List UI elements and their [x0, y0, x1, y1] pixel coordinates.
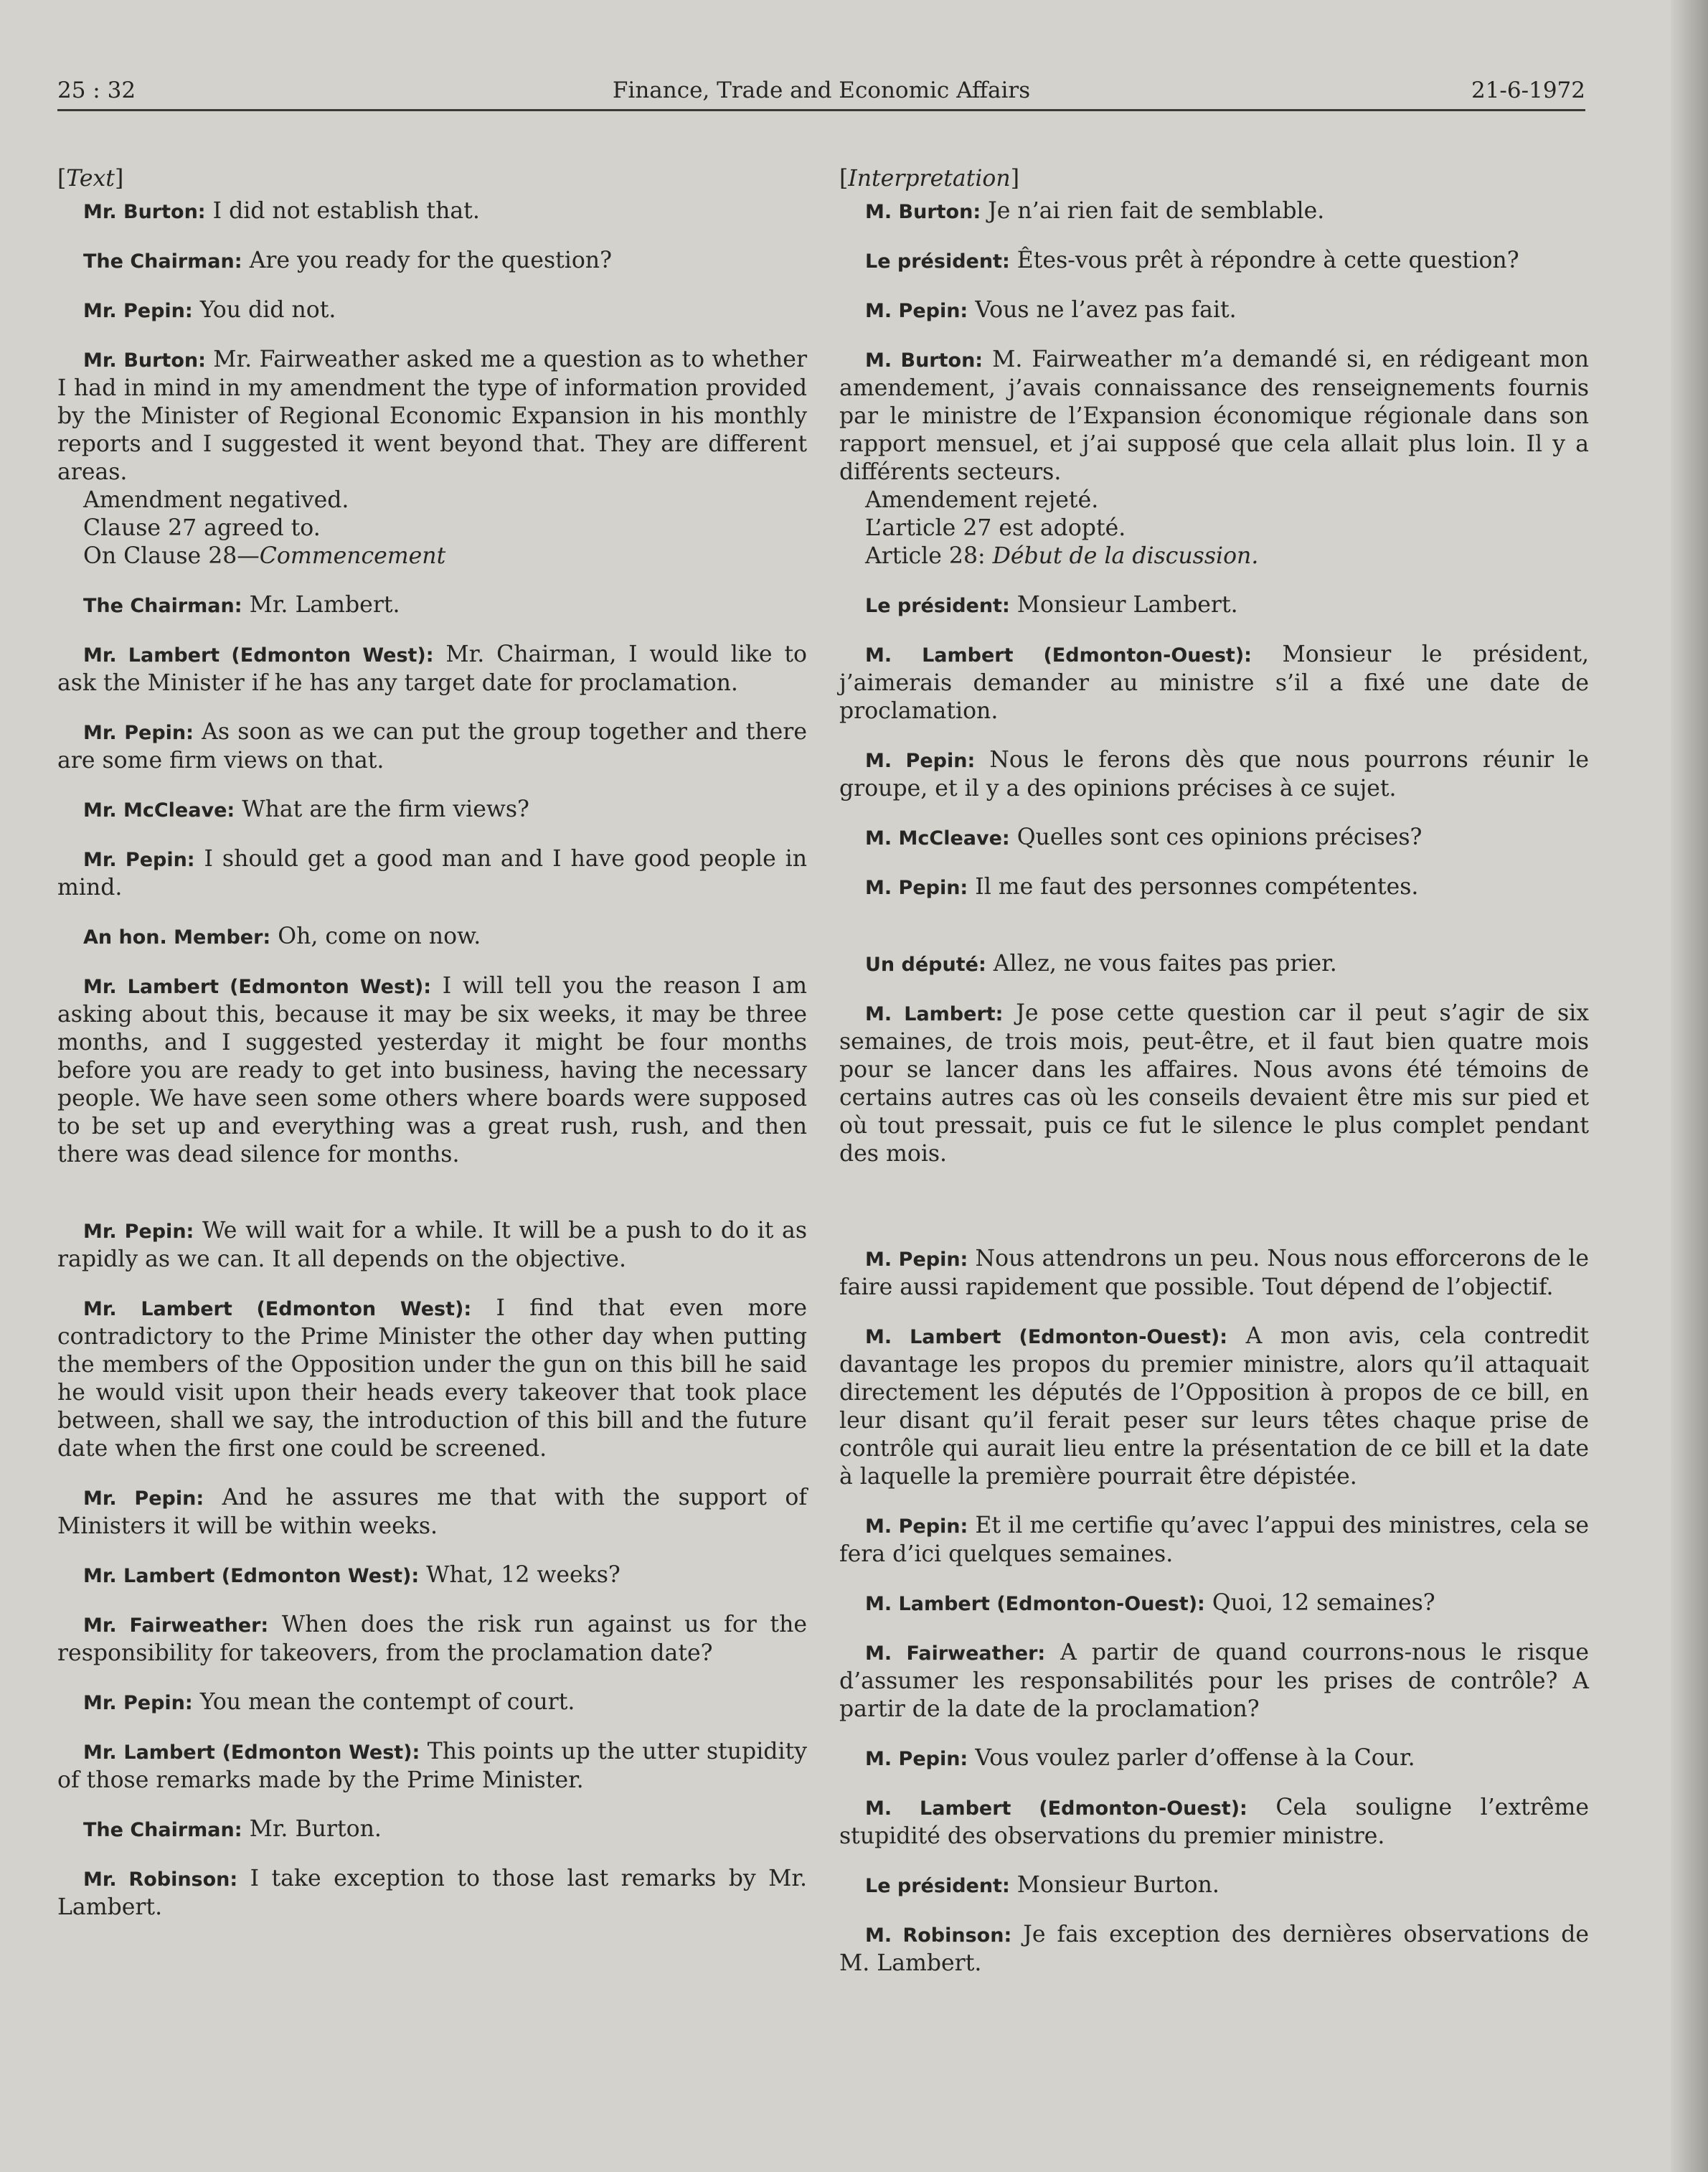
clause-number: Article 28:: [865, 543, 993, 569]
speech-paragraph: [839, 1871, 1589, 1900]
speech-paragraph: [57, 845, 807, 902]
speech-text: Nous le ferons dès que nous pourrons réunir le groupe, et il y a des opinions précises à ce sujet.: [839, 747, 1589, 801]
speech-paragraph: [839, 247, 1589, 276]
speaker-name: Mr. Pepin:: [83, 300, 193, 322]
speech-text: Are you ready for the question?: [249, 248, 612, 273]
speech-text: Mr. Lambert.: [249, 592, 400, 618]
speech-text: Quelles sont ces opinions précises?: [1016, 824, 1422, 850]
speech-paragraph: [57, 923, 807, 951]
speech-text: As soon as we can put the group together and there are some firm views on that.: [57, 719, 807, 774]
speech-text: You mean the contempt of court.: [199, 1689, 575, 1715]
speaker-name: Mr. Burton:: [83, 349, 206, 372]
speech-paragraph: [839, 950, 1589, 979]
speech-paragraph: [839, 873, 1589, 902]
speech-paragraph: [839, 591, 1589, 620]
procedural-note: L’article 27 est adopté.: [865, 515, 1126, 541]
speech-paragraph: [57, 1865, 807, 1922]
speech-paragraph: [839, 641, 1589, 725]
speaker-name: M. Pepin:: [865, 1249, 968, 1271]
clause-title: Commencement: [259, 543, 446, 569]
speech-text: A partir de quand courrons-nous le risque d’assumer les responsabilités pour les prises de contrôle? A partir de la date de la proclamation?: [839, 1640, 1589, 1722]
speech-text: Monsieur Burton.: [1016, 1872, 1219, 1898]
speech-text: I find that even more contradictory to the Prime Minister the other day when putting the members of the Opposition under the gun on this bill he said he would visit upon their heads every takeover that took place between, shall we say, the introduction of this bill and the future date when the first one could be screened.: [57, 1295, 807, 1462]
speech-text: A mon avis, cela contredit davantage les propos du premier ministre, alors qu’il attaquait directement les députés de l’Opposition à propos de ce bill, en leur disant qu’il ferait peser sur leurs têtes chaque prise de contrôle qui aurait lieu entre la présentation de ce bill et la date à laquelle la première pourrait être dépistée.: [839, 1323, 1589, 1490]
speech-paragraph: [57, 641, 807, 697]
speaker-name: M. Burton:: [865, 201, 981, 223]
speaker-name: M. Pepin:: [865, 750, 976, 772]
speech-text: Je n’ai rien fait de semblable.: [988, 198, 1325, 224]
speech-paragraph: [839, 197, 1589, 226]
speaker-name: Mr. Pepin:: [83, 849, 195, 871]
speech-text: Et il me certifie qu’avec l’appui des ministres, cela se fera d’ici quelques semaines.: [839, 1513, 1590, 1567]
speech-paragraph: [57, 1294, 807, 1463]
clause-heading: [57, 542, 807, 570]
speech-text: When does the risk run against us for the responsibility for takeovers, from the proclamation date?: [57, 1612, 807, 1666]
speaker-name: M. Pepin:: [865, 300, 968, 322]
speech-paragraph: [57, 1611, 807, 1668]
speech-paragraph: [57, 247, 807, 276]
speech-text: I will tell you the reason I am asking about this, because it may be six weeks, it may be three months, and I suggested yesterday it might be four months before you are ready to get into business, having the necessary people. We have seen some others where boards were supposed to be set up and everything was a great rush, rush, and then there was dead silence for months.: [57, 973, 808, 1167]
speech-text: Monsieur Lambert.: [1016, 592, 1238, 618]
speech-text: This points up the utter stupidity of those remarks made by the Prime Minister.: [57, 1739, 807, 1793]
paragraph-gap: [839, 902, 1589, 929]
speaker-name: Le président:: [865, 1875, 1010, 1897]
speaker-name: Mr. Lambert (Edmonton West):: [83, 1741, 420, 1764]
speaker-name: An hon. Member:: [83, 926, 271, 949]
speaker-name: M. Pepin:: [865, 1515, 968, 1538]
speech-paragraph: [57, 796, 807, 824]
speech-paragraph: [57, 1561, 807, 1590]
speaker-name: M. Robinson:: [865, 1924, 1012, 1947]
french-column: [839, 165, 1589, 1978]
speaker-name: The Chairman:: [83, 595, 242, 617]
paragraph-gap: [57, 1169, 807, 1196]
running-title: Finance, Trade and Economic Affairs: [612, 77, 1031, 103]
speech-text: Vous ne l’avez pas fait.: [975, 297, 1237, 323]
clause-heading: [839, 542, 1589, 570]
speech-text: What, 12 weeks?: [426, 1562, 621, 1588]
speech-paragraph: [57, 296, 807, 325]
speaker-name: M. Lambert (Edmonton-Ouest):: [865, 1326, 1228, 1348]
speaker-name: Un député:: [865, 954, 986, 976]
speech-paragraph: [57, 1484, 807, 1541]
speaker-name: M. Pepin:: [865, 1748, 968, 1770]
speech-paragraph: [839, 824, 1589, 852]
speech-text: Nous attendrons un peu. Nous nous efforcerons de le faire aussi rapidement que possible. Tout dépend de l’objectif.: [839, 1246, 1590, 1300]
speaker-name: Le président:: [865, 250, 1010, 273]
speaker-name: M. McCleave:: [865, 827, 1010, 850]
speaker-name: Mr. Lambert (Edmonton West):: [83, 644, 434, 667]
page-number: 25 : 32: [57, 77, 136, 103]
speaker-name: Mr. Robinson:: [83, 1868, 238, 1891]
english-column: [57, 165, 807, 1922]
speaker-name: M. Fairweather:: [865, 1642, 1046, 1665]
speech-text: Mr. Burton.: [249, 1816, 382, 1842]
speaker-name: Mr. Pepin:: [83, 1487, 204, 1510]
speaker-name: M. Lambert:: [865, 1003, 1004, 1025]
speech-paragraph: [839, 1589, 1589, 1618]
clause-title: Début de la discussion.: [992, 543, 1259, 569]
speech-text: You did not.: [199, 297, 336, 323]
speech-paragraph: [839, 1000, 1589, 1168]
page-header: [57, 75, 1585, 111]
clause-number: On Clause 28—: [83, 543, 260, 569]
speech-paragraph: [57, 1738, 807, 1795]
speech-paragraph: [839, 746, 1589, 803]
speech-paragraph: [57, 197, 807, 226]
speech-text: Je fais exception des dernières observations de M. Lambert.: [839, 1922, 1590, 1976]
speaker-name: Mr. Lambert (Edmonton West):: [83, 1565, 420, 1587]
speech-paragraph: [839, 296, 1589, 325]
speaker-name: Le président:: [865, 595, 1010, 617]
speaker-name: M. Lambert (Edmonton-Ouest):: [865, 1797, 1247, 1820]
speaker-name: Mr. Pepin:: [83, 1692, 193, 1714]
speaker-name: M. Lambert (Edmonton-Ouest):: [865, 1593, 1205, 1615]
speech-paragraph: [839, 346, 1589, 486]
procedural-note: Clause 27 agreed to.: [83, 515, 321, 541]
speech-text: I should get a good man and I have good people in mind.: [57, 846, 807, 901]
speech-paragraph: [839, 1921, 1589, 1978]
speech-paragraph: [57, 972, 807, 1169]
procedural-note: Amendment negatived.: [83, 487, 349, 513]
speaker-name: The Chairman:: [83, 250, 242, 273]
speaker-name: Mr. Fairweather:: [83, 1614, 269, 1637]
speech-text: Oh, come on now.: [278, 923, 481, 949]
speech-paragraph: [839, 1512, 1589, 1569]
speech-paragraph: [57, 591, 807, 620]
speech-text: Quoi, 12 semaines?: [1212, 1590, 1435, 1616]
speech-text: I did not establish that.: [212, 198, 480, 224]
speaker-name: Mr. Burton:: [83, 201, 206, 223]
speaker-name: Mr. Pepin:: [83, 1221, 194, 1243]
speech-paragraph: [839, 1744, 1589, 1773]
paragraph-gap: [839, 1168, 1589, 1224]
speech-paragraph: [57, 346, 807, 486]
speech-paragraph: [57, 718, 807, 775]
speech-text: Allez, ne vous faites pas prier.: [993, 951, 1337, 977]
speech-text: What are the firm views?: [242, 796, 529, 822]
speech-text: I take exception to those last remarks by Mr. Lambert.: [57, 1866, 807, 1920]
speech-text: We will wait for a while. It will be a push to do it as rapidly as we can. It all depends on the objective.: [57, 1218, 807, 1272]
speech-text: Vous voulez parler d’offense à la Cour.: [975, 1745, 1415, 1771]
page-date: 21-6-1972: [1471, 77, 1585, 103]
book-spine-shadow: [1671, 0, 1708, 2172]
speech-paragraph: [839, 1245, 1589, 1302]
speech-paragraph: [57, 1688, 807, 1717]
speech-paragraph: [839, 1322, 1589, 1491]
speech-paragraph: [57, 1217, 807, 1274]
speaker-name: The Chairman:: [83, 1819, 242, 1841]
speaker-name: Mr. Lambert (Edmonton West):: [83, 976, 432, 998]
speech-paragraph: [57, 1815, 807, 1844]
speech-text: Je pose cette question car il peut s’agir de six semaines, de trois mois, peut-être, et il faut bien quatre mois pour se lancer dans les affaires. Nous avons été témoins de certains autres cas où les conseils devaient être mis sur pied et où tout pressait, puis ce fut le silence le plus complet pendant des mois.: [839, 1000, 1589, 1167]
speech-text: Mr. Fairweather asked me a question as to whether I had in mind in my amendment the type of information provided by the Minister of Regional Economic Expansion in his monthly reports and I suggested it went beyond that. They are different areas.: [57, 347, 807, 485]
speech-paragraph: [839, 1639, 1589, 1724]
speech-text: Mr. Chairman, I would like to ask the Minister if he has any target date for proclamation.: [57, 641, 808, 696]
speaker-name: M. Pepin:: [865, 877, 968, 899]
speaker-name: M. Lambert (Edmonton-Ouest):: [865, 644, 1252, 667]
speaker-name: Mr. Lambert (Edmonton West):: [83, 1298, 472, 1320]
speech-text: And he assures me that with the support of Ministers it will be within weeks.: [57, 1485, 807, 1539]
speech-text: Êtes-vous prêt à répondre à cette question?: [1016, 248, 1519, 273]
speaker-name: Mr. McCleave:: [83, 799, 235, 822]
speech-text: Monsieur le président, j’aimerais demander au ministre s’il a fixé une date de proclamation.: [839, 641, 1590, 724]
speech-text: M. Fairweather m’a demandé si, en rédigeant mon amendement, j’avais connaissance des renseignements fournis par le ministre de l’Expansion économique régionale dans son rapport mensuel, et j’ai supposé que cela allait plus loin. Il y a différents secteurs.: [839, 347, 1589, 485]
speaker-name: M. Burton:: [865, 349, 983, 372]
speech-text: Cela souligne l’extrême stupidité des observations du premier ministre.: [839, 1795, 1589, 1849]
column-language-tag: [Interpretation]: [839, 166, 1019, 192]
column-language-tag: [Text]: [57, 166, 124, 192]
speech-paragraph: [839, 1794, 1589, 1851]
speech-text: Il me faut des personnes compétentes.: [975, 874, 1419, 900]
speaker-name: Mr. Pepin:: [83, 722, 194, 744]
procedural-note: Amendement rejeté.: [865, 487, 1099, 513]
